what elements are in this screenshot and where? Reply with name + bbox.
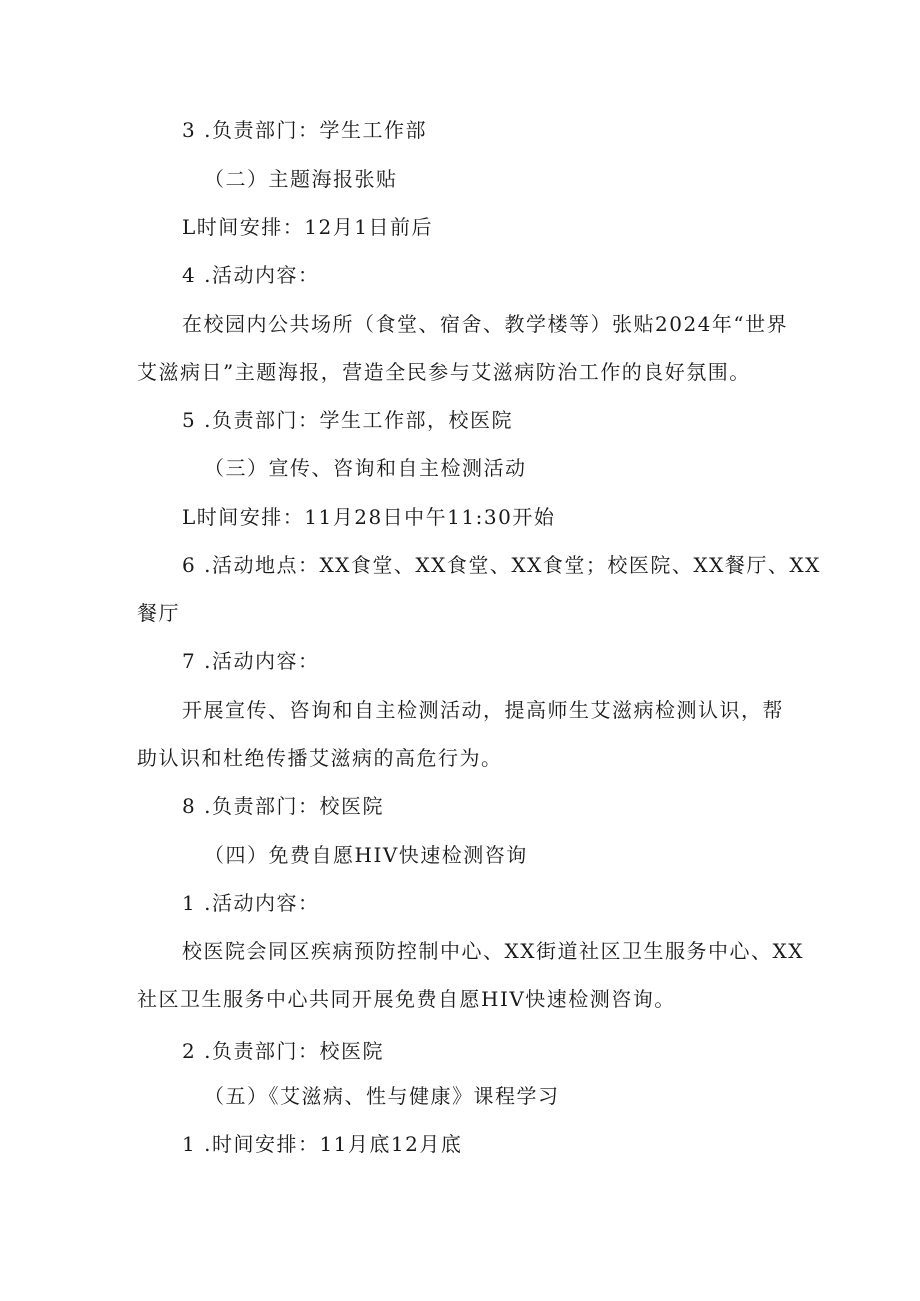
paragraph-poster-line-2: 艾滋病日”主题海报，营造全民参与艾滋病防治工作的良好氛围。	[137, 360, 751, 384]
item-1-activity-content: 1 .活动内容：	[182, 891, 320, 915]
section-2-heading: （二）主题海报张贴	[204, 167, 398, 191]
paragraph-testing-line-1: 开展宣传、咨询和自主检测活动，提高师生艾滋病检测认识，帮	[182, 698, 784, 722]
paragraph-hiv-line-2: 社区卫生服务中心共同开展免费自愿HIV快速检测咨询。	[137, 987, 676, 1011]
item-5-responsible-dept: 5 .负责部门：学生工作部，校医院	[182, 408, 513, 432]
section-3-heading: （三）宣传、咨询和自主检测活动	[204, 456, 527, 480]
section-5-heading: （五）《艾滋病、性与健康》课程学习	[204, 1084, 560, 1108]
item-1-time-schedule-3: 1 .时间安排：11月底12月底	[182, 1132, 463, 1156]
paragraph-testing-line-2: 助认识和杜绝传播艾滋病的高危行为。	[137, 746, 503, 770]
paragraph-poster-line-1: 在校园内公共场所（食堂、宿舍、教学楼等）张贴2024年“世界	[182, 312, 789, 336]
item-2-responsible-dept: 2 .负责部门：校医院	[182, 1039, 384, 1063]
item-6-activity-location-cont: 餐厅	[137, 601, 180, 625]
item-1-time-schedule: L时间安排：12月1日前后	[182, 215, 433, 239]
item-8-responsible-dept: 8 .负责部门：校医院	[182, 794, 384, 818]
item-7-activity-content: 7 .活动内容：	[182, 649, 320, 673]
item-1-time-schedule-2: L时间安排：11月28日中午11:30开始	[182, 505, 556, 529]
section-4-heading: （四）免费自愿HIV快速检测咨询	[204, 843, 528, 867]
item-6-activity-location: 6 .活动地点：XX食堂、XX食堂、XX食堂；校医院、XX餐厅、XX	[182, 553, 821, 577]
paragraph-hiv-line-1: 校医院会同区疾病预防控制中心、XX街道社区卫生服务中心、XX	[182, 939, 804, 963]
item-3-responsible-dept: 3 .负责部门：学生工作部	[182, 118, 427, 142]
item-4-activity-content: 4 .活动内容：	[182, 263, 320, 287]
